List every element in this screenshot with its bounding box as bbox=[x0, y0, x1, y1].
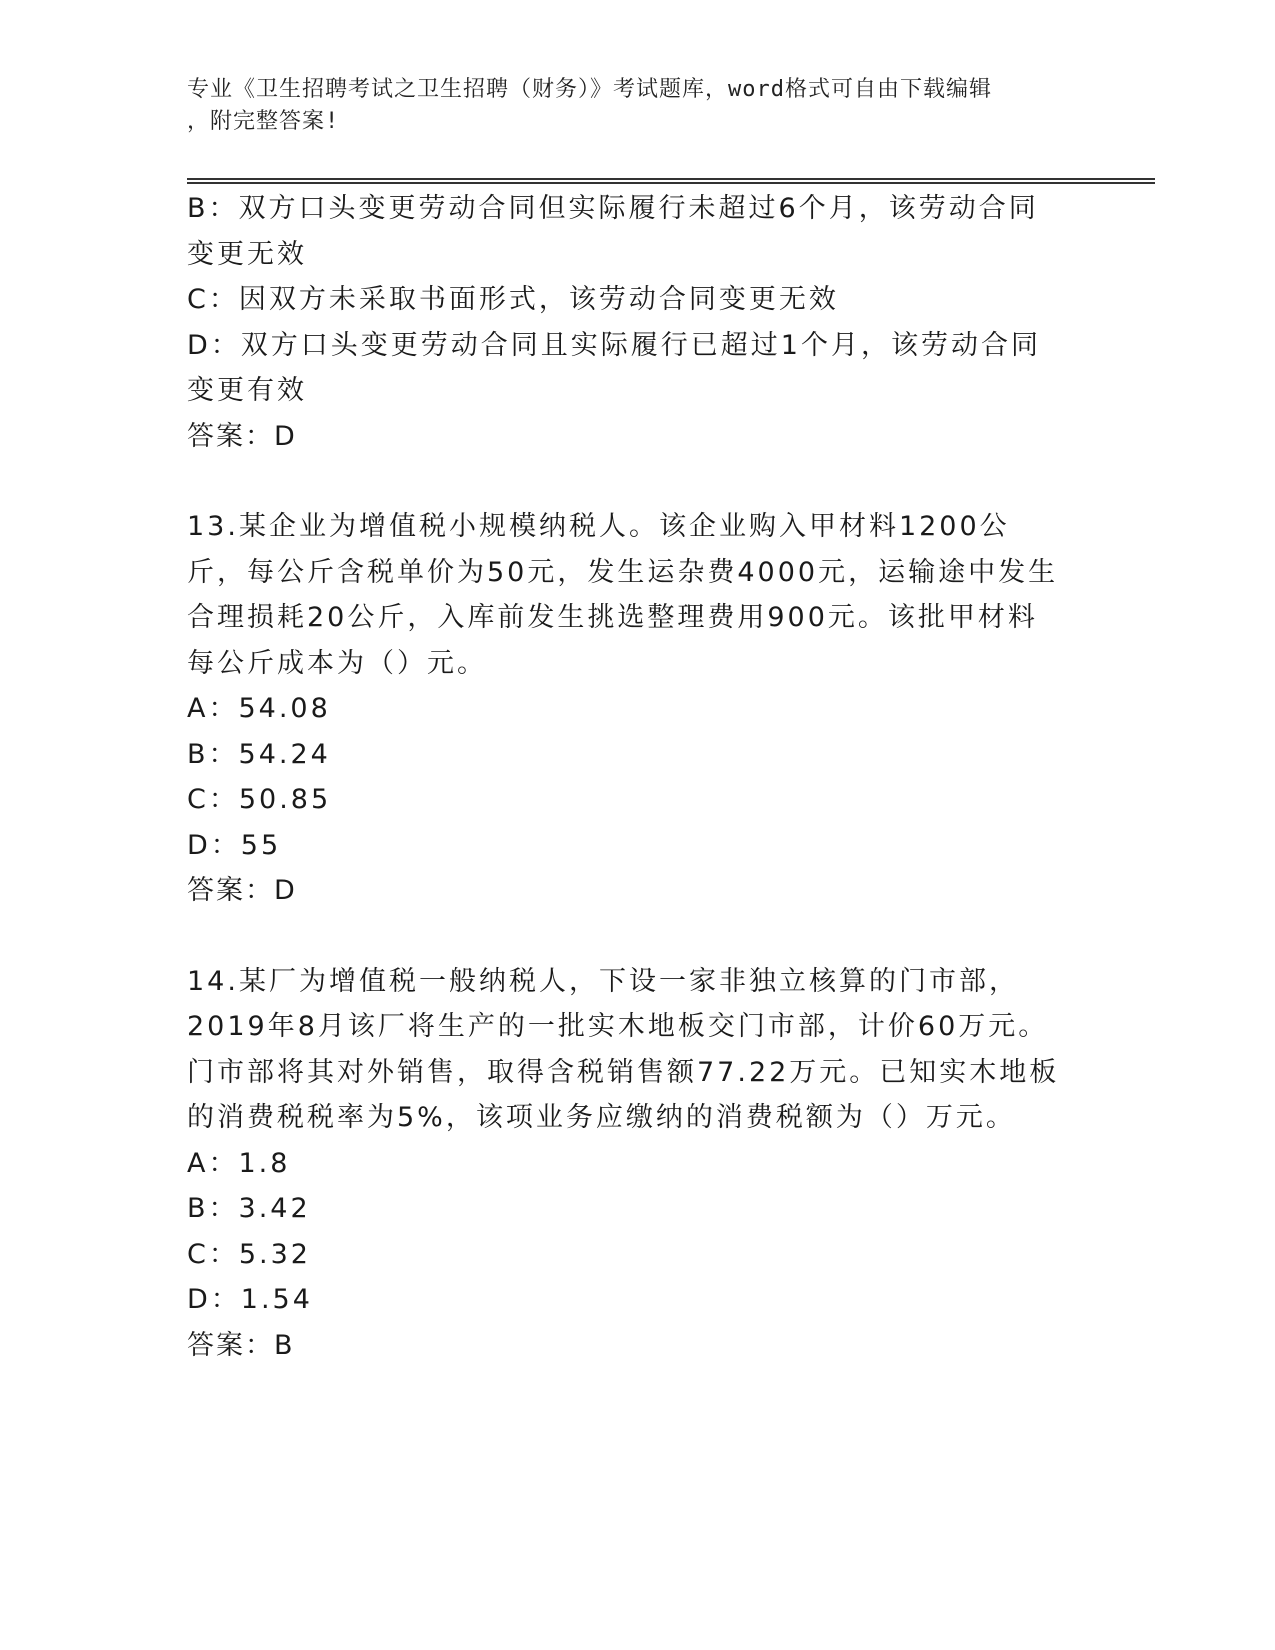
document-header bbox=[187, 74, 1067, 138]
header-line-2: ，附完整答案! bbox=[187, 109, 340, 134]
question-12-option-d: D：双方口头变更劳动合同且实际履行已超过1个月，该劳动合同变更有效 bbox=[187, 329, 1041, 406]
question-14-answer: 答案：B bbox=[187, 1329, 295, 1361]
question-12 bbox=[187, 186, 1087, 459]
question-14-option-a: A：1.8 bbox=[187, 1147, 291, 1179]
question-14-option-b: B：3.42 bbox=[187, 1193, 311, 1224]
question-13-option-a: A：54.08 bbox=[187, 693, 331, 724]
header-divider bbox=[187, 178, 1155, 184]
question-13-answer: 答案：D bbox=[187, 875, 297, 906]
question-14-stem: 14.某厂为增值税一般纳税人，下设一家非独立核算的门市部，2019年8月该厂将生产的一批实木地板交门市部，计价60万元。门市部将其对外销售，取得含税销售额77.22万元。已知实木地板的消费税税率为5%，该项业务应缴纳的消费税额为（）万元。 bbox=[187, 965, 1060, 1133]
question-13-stem: 13.某企业为增值税小规模纳税人。该企业购入甲材料1200公斤，每公斤含税单价为50元，发生运杂费4000元，运输途中发生合理损耗20公斤，入库前发生挑选整理费用900元。该批甲材料每公斤成本为（）元。 bbox=[187, 511, 1059, 679]
question-14-option-c: C：5.32 bbox=[187, 1238, 311, 1270]
question-12-option-c: C：因双方未采取书面形式，该劳动合同变更无效 bbox=[187, 284, 839, 315]
question-13-option-c: C：50.85 bbox=[187, 784, 332, 815]
question-13 bbox=[187, 504, 1087, 914]
question-12-answer: 答案：D bbox=[187, 420, 297, 452]
question-13-option-b: B：54.24 bbox=[187, 738, 331, 770]
question-12-option-b: B：双方口头变更劳动合同但实际履行未超过6个月，该劳动合同变更无效 bbox=[187, 193, 1039, 270]
spacer bbox=[187, 459, 1087, 504]
spacer bbox=[187, 914, 1087, 959]
document-body bbox=[187, 186, 1087, 1368]
question-14 bbox=[187, 959, 1087, 1369]
question-14-option-d: D：1.54 bbox=[187, 1284, 313, 1315]
question-13-option-d: D：55 bbox=[187, 829, 282, 861]
header-line-1: 专业《卫生招聘考试之卫生招聘（财务）》考试题库，word格式可自由下载编辑 bbox=[187, 77, 992, 102]
